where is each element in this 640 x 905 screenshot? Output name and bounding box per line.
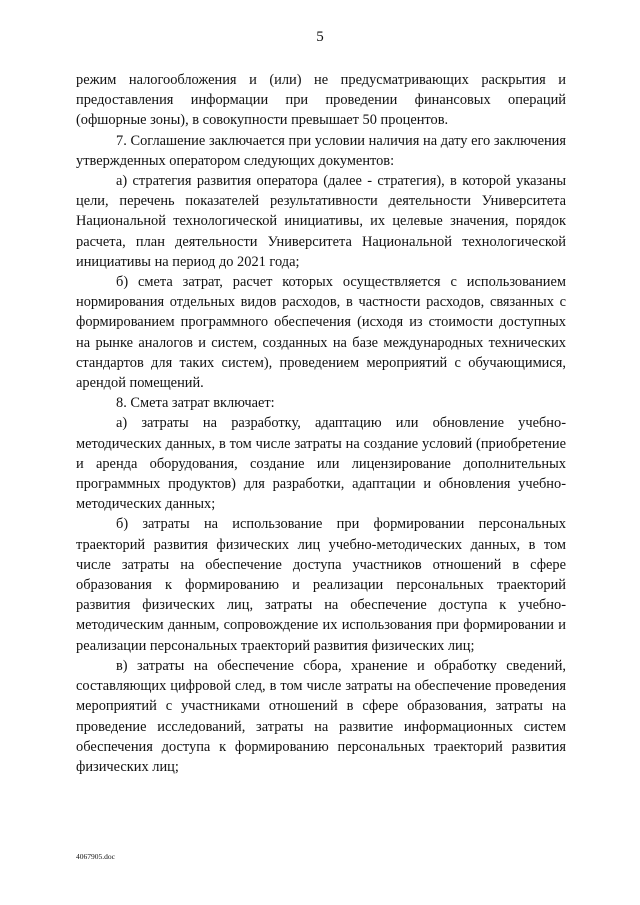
paragraph-item-7: 7. Соглашение заключается при условии наличия на дату его заключения утвержденных оператором следующих документов: bbox=[76, 132, 566, 169]
paragraph-item-7b: б) смета затрат, расчет которых осуществляется с использованием нормирования отдельных видов расходов, в частности расходов, связанных с формированием программного обеспечения (исходя из стоимости доступных на рынке аналогов и систем, созданных на базе международных технических стандартов для таких систем), проведением мероприятий с обучающимися, арендой помещений. bbox=[76, 274, 566, 392]
paragraph-item-8c: в) затраты на обеспечение сбора, хранение и обработку сведений, составляющих цифровой след, в том числе затраты на обеспечение проведения мероприятий с участниками отношений в сфере образования, затраты на проведение исследований, затраты на развитие информационных систем обеспечения доступа к формированию персональных траекторий развития физических лиц; bbox=[76, 657, 566, 775]
paragraph-item-8a: а) затраты на разработку, адаптацию или обновление учебно-методических данных, в том числе затраты на создание условий (приобретение и аренда оборудования, создание или лицензирование дополнительных программных продуктов) для разработки, адаптации и обновления учебно-методических данных; bbox=[76, 415, 566, 513]
document-body bbox=[76, 70, 566, 777]
paragraph-item-7a: а) стратегия развития оператора (далее - стратегия), в которой указаны цели, перечень показателей результативности деятельности Университета Национальной технологической инициативы, их целевые значения, порядок расчета, план деятельности Университета Национальной технологической инициативы на период до 2021 года; bbox=[76, 173, 566, 270]
paragraph-item-8: 8. Смета затрат включает: bbox=[116, 395, 275, 412]
paragraph-offshore-continuation: режим налогообложения и (или) не предусматривающих раскрытия и предоставления информации при проведении финансовых операций (офшорные зоны), в совокупности превышает 50 процентов. bbox=[76, 72, 566, 129]
document-filename: 4067905.doc bbox=[76, 852, 115, 861]
page-number: 5 bbox=[316, 29, 324, 45]
paragraph-item-8b: б) затраты на использование при формировании персональных траекторий развития физических лиц учебно-методических данных, в том числе затраты на обеспечение доступа участников отношений в сфере образования к формированию и реализации персональных траекторий развития физических лиц, затраты на обеспечение доступа к учебно-методическим данным, сопровождение их использования при формировании и реализации персональных траекторий развития физических лиц; bbox=[76, 516, 566, 654]
